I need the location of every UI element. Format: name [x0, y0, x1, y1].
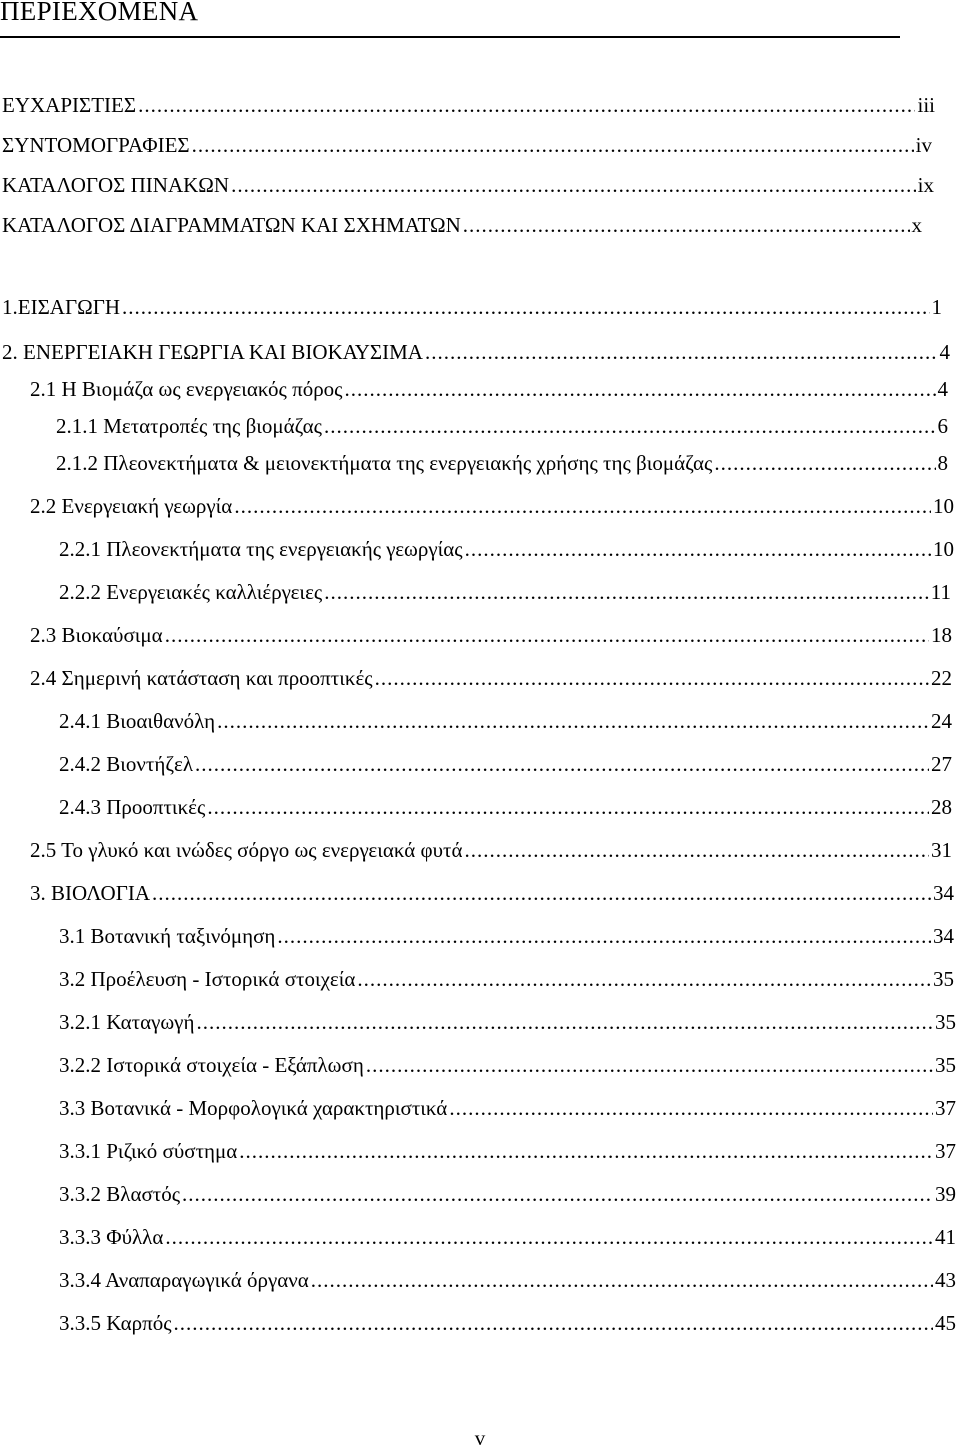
title-underline	[0, 36, 900, 38]
toc-entry-label: 3.3.3 Φύλλα	[59, 1225, 164, 1249]
toc-entry-label: 2.5 Το γλυκό και ινώδες σόργο ως ενεργειακά φυτά	[30, 838, 463, 862]
toc-entry-label: 3.3.5 Καρπός	[59, 1311, 172, 1335]
toc-entry[interactable]	[59, 1310, 956, 1336]
toc-leader	[366, 1052, 933, 1078]
toc-entry[interactable]	[59, 579, 951, 605]
toc-entry-label: 2.4 Σημερινή κατάσταση και προοπτικές	[30, 666, 373, 690]
toc-leader	[345, 376, 936, 402]
toc-leader	[231, 172, 916, 198]
toc-entry-page: 35	[935, 1053, 956, 1077]
toc-entry-label: 2.2 Ενεργειακή γεωργία	[30, 494, 233, 518]
toc-entry-label: ΣΥΝΤΟΜΟΓΡΑΦΙΕΣ	[2, 133, 190, 157]
page-number: v	[474, 1426, 486, 1450]
toc-leader	[464, 837, 929, 863]
toc-entry[interactable]	[59, 966, 954, 992]
toc-entry-label: 2.4.1 Βιοαιθανόλη	[59, 709, 216, 733]
toc-entry-page: 8	[937, 451, 948, 475]
toc-entry[interactable]	[59, 1224, 956, 1250]
toc-entry[interactable]	[59, 536, 954, 562]
toc-entry-label: 2.4.2 Βιοντήζελ	[59, 752, 194, 776]
toc-entry-page: 4	[937, 377, 948, 401]
toc-entry-page: 10	[933, 494, 954, 518]
toc-entry-label: 1.ΕΙΣΑΓΩΓΗ	[2, 295, 121, 319]
toc-entry[interactable]	[30, 376, 948, 402]
toc-entry-page: x	[911, 213, 922, 237]
toc-entry-page: 43	[935, 1268, 956, 1292]
toc-leader	[324, 579, 929, 605]
toc-entry[interactable]	[59, 1009, 956, 1035]
toc-leader	[357, 966, 931, 992]
toc-leader	[174, 1310, 933, 1336]
toc-entry-label: 2.2.1 Πλεονεκτήματα της ενεργειακής γεωργίας	[59, 537, 463, 561]
toc-entry-page: 11	[930, 580, 951, 604]
toc-leader	[449, 1095, 933, 1121]
toc-leader	[182, 1181, 933, 1207]
toc-entry[interactable]	[2, 339, 950, 365]
toc-entry-page: 4	[939, 340, 950, 364]
toc-entry-page: 34	[933, 881, 954, 905]
toc-leader	[207, 794, 929, 820]
page-title: ΠΕΡΙΕΧΟΜΕΝΑ	[0, 0, 199, 26]
toc-entry[interactable]	[59, 794, 952, 820]
toc-entry-label: 2. ΕΝΕΡΓΕΙΑΚΗ ΓΕΩΡΓΙΑ ΚΑΙ ΒΙΟΚΑΥΣΙΜΑ	[2, 340, 423, 364]
toc-entry-label: 3.2 Προέλευση - Ιστορικά στοιχεία	[59, 967, 356, 991]
toc-entry-page: 6	[937, 414, 948, 438]
toc-entry[interactable]	[59, 1095, 956, 1121]
toc-entry-label: 2.1 Η Βιομάζα ως ενεργειακός πόρος	[30, 377, 343, 401]
toc-entry-label: 2.1.1 Μετατροπές της βιομάζας	[56, 414, 322, 438]
toc-leader	[324, 413, 936, 439]
toc-entry-label: 3.1 Βοτανική ταξινόμηση	[59, 924, 276, 948]
toc-leader	[425, 339, 938, 365]
toc-entry-page: 41	[935, 1225, 956, 1249]
toc-leader	[714, 450, 935, 476]
toc-entry[interactable]	[59, 1267, 956, 1293]
toc-entry-label: 3.2.2 Ιστορικά στοιχεία - Εξάπλωση	[59, 1053, 364, 1077]
toc-entry[interactable]	[59, 1181, 956, 1207]
toc-entry-page: 22	[931, 666, 952, 690]
toc-entry-label: 3.3.4 Αναπαραγωγικά όργανα	[59, 1268, 309, 1292]
toc-entry-page: 1	[931, 295, 942, 319]
toc-entry-page: 35	[935, 1010, 956, 1034]
toc-entry[interactable]	[30, 622, 952, 648]
toc-entry[interactable]	[56, 450, 948, 476]
toc-entry[interactable]	[30, 880, 954, 906]
toc-entry[interactable]	[2, 172, 934, 198]
toc-entry-label: 2.4.3 Προοπτικές	[59, 795, 206, 819]
toc-entry-label: ΚΑΤΑΛΟΓΟΣ ΔΙΑΓΡΑΜΜΑΤΩΝ ΚΑΙ ΣΧΗΜΑΤΩΝ	[2, 213, 461, 237]
toc-entry-label: 3.3 Βοτανικά - Μορφολογικά χαρακτηριστικά	[59, 1096, 448, 1120]
toc-entry[interactable]	[2, 294, 942, 320]
toc-entry-label: ΕΥΧΑΡΙΣΤΙΕΣ	[2, 93, 137, 117]
toc-leader	[375, 665, 929, 691]
toc-entry[interactable]	[30, 493, 954, 519]
toc-leader	[192, 132, 914, 158]
toc-entry-page: 18	[931, 623, 952, 647]
toc-leader	[122, 294, 929, 320]
toc-entry[interactable]	[2, 132, 932, 158]
toc-leader	[465, 536, 931, 562]
toc-entry-page: 10	[933, 537, 954, 561]
toc-entry-page: ix	[917, 173, 934, 197]
toc-entry-label: 2.2.2 Ενεργειακές καλλιέργειες	[59, 580, 323, 604]
toc-entry-label: 2.1.2 Πλεονεκτήματα & μειονεκτήματα της ενεργειακής χρήσης της βιομάζας	[56, 451, 713, 475]
toc-entry-page: 31	[931, 838, 952, 862]
toc-leader	[196, 1009, 933, 1035]
toc-entry-page: 39	[935, 1182, 956, 1206]
toc-entry[interactable]	[59, 923, 954, 949]
toc-entry-label: 2.3 Βιοκαύσιμα	[30, 623, 163, 647]
toc-entry[interactable]	[59, 708, 952, 734]
toc-entry-page: 34	[933, 924, 954, 948]
toc-entry[interactable]	[30, 837, 952, 863]
toc-entry-page: 37	[935, 1139, 956, 1163]
toc-entry[interactable]	[56, 413, 948, 439]
toc-leader	[165, 622, 929, 648]
toc-leader	[311, 1267, 933, 1293]
toc-leader	[463, 212, 910, 238]
toc-leader	[234, 493, 931, 519]
toc-entry[interactable]	[59, 751, 952, 777]
toc-entry-page: 27	[931, 752, 952, 776]
toc-entry[interactable]	[2, 92, 935, 118]
toc-entry-page: 24	[931, 709, 952, 733]
toc-leader	[165, 1224, 933, 1250]
toc-entry-label: 3.2.1 Καταγωγή	[59, 1010, 195, 1034]
toc-leader	[138, 92, 915, 118]
toc-entry[interactable]	[30, 665, 952, 691]
toc-entry-page: 37	[935, 1096, 956, 1120]
toc-entry-page: 28	[931, 795, 952, 819]
toc-entry[interactable]	[2, 212, 922, 238]
toc-leader	[217, 708, 929, 734]
toc-entry[interactable]	[59, 1052, 956, 1078]
toc-entry-page: 35	[933, 967, 954, 991]
toc-entry-label: ΚΑΤΑΛΟΓΟΣ ΠΙΝΑΚΩΝ	[2, 173, 230, 197]
toc-leader	[152, 880, 931, 906]
toc-entry[interactable]	[59, 1138, 956, 1164]
toc-entry-label: 3.3.2 Βλαστός	[59, 1182, 181, 1206]
toc-entry-label: 3.3.1 Ριζικό σύστημα	[59, 1139, 238, 1163]
toc-leader	[195, 751, 929, 777]
toc-entry-page: iii	[917, 93, 935, 117]
toc-leader	[277, 923, 931, 949]
toc-entry-page: 45	[935, 1311, 956, 1335]
toc-entry-page: iv	[915, 133, 932, 157]
toc-leader	[239, 1138, 933, 1164]
toc-entry-label: 3. ΒΙΟΛΟΓΙΑ	[30, 881, 150, 905]
